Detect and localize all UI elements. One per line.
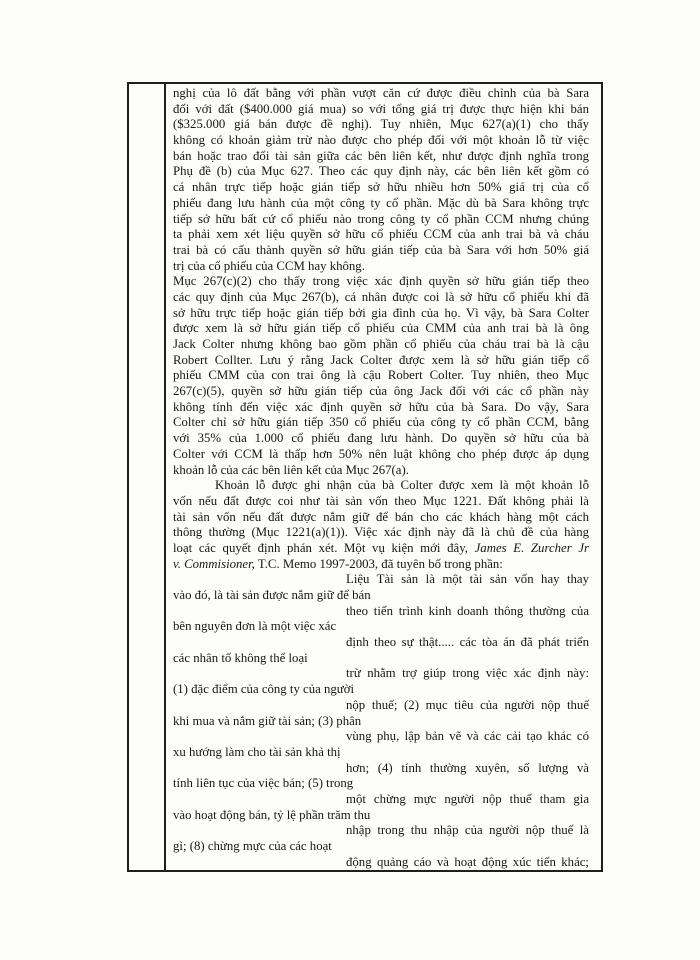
table-left-column (129, 84, 166, 870)
text-segment: theo tiến trình kinh doanh thông thường của (346, 603, 589, 618)
text-line (173, 525, 589, 541)
text-segment: được xem là sở hữu gián tiếp cổ phiếu của CMM của anh trai bà là ông (173, 321, 589, 336)
text-line (173, 447, 589, 463)
text-segment: Phụ đề (b) của Mục 627. Theo các quy định này, các bên liên kết gồm có (173, 164, 589, 179)
text-line (173, 164, 589, 180)
text-line (173, 463, 589, 479)
text-segment: T.C. Memo 1997-2003, đã tuyên bố trong phần: (254, 556, 503, 571)
text-line (173, 572, 589, 588)
text-segment: (1) đặc điểm của công ty của người (173, 682, 355, 697)
text-segment: Jack Colter nhưng không bao gồm phần cổ phiếu của cháu trai bà là cậu (173, 337, 589, 351)
text-line (173, 180, 589, 196)
text-segment: bán hoặc trao đổi tài sản giữa các bên liên kết, như được định nghĩa trong (173, 148, 589, 163)
text-segment: tiếp sở hữu bất cứ cổ phiếu nào trong công ty cổ phần CCM nhưng chúng (173, 211, 589, 226)
text-line (173, 102, 589, 118)
text-line (173, 290, 589, 306)
text-line (173, 415, 589, 431)
text-segment: vùng phụ, lập bản vẽ và các cải tạo khác có (346, 729, 589, 744)
text-segment: tính liên tục của việc bán; (5) trong (173, 776, 354, 791)
text-segment: trai bà có cấu thành quyền sở hữu gián tiếp của bà Sara với hơn 50% giá (173, 242, 589, 257)
text-segment: loạt các quyết định phán xét. Một vụ kiện mới đây, (173, 540, 475, 555)
text-line (173, 651, 589, 667)
para-capital-loss (173, 478, 589, 572)
text-line (173, 682, 589, 698)
text-segment: nộp thuế; (2) mục tiêu của người nộp thuế (346, 697, 589, 712)
text-line (173, 243, 589, 259)
table-text-column (166, 84, 601, 870)
text-line (173, 274, 589, 290)
text-line (173, 557, 589, 573)
text-segment: tài sản vốn nếu đất được nắm giữ để bán cho các khách hàng một cách (173, 509, 589, 524)
para-related-party-loss (173, 86, 589, 274)
text-line (173, 494, 589, 510)
text-line (173, 368, 589, 384)
text-line (173, 839, 589, 855)
text-line (173, 808, 589, 824)
text-segment: vào đó, là tài sản được nắm giữ để bán (173, 588, 371, 602)
text-line (173, 855, 589, 870)
text-line (173, 227, 589, 243)
text-segment: vốn nếu đất được coi như tài sản vốn theo Mục 1221. Đất không phải là (173, 493, 589, 508)
text-line (173, 400, 589, 416)
text-line (173, 212, 589, 228)
text-segment: Robert Collter. Lưu ý rằng Jack Colter được xem là sở hữu gián tiếp cổ (173, 352, 589, 367)
case-citation-italic: v. Commisioner, (173, 556, 255, 571)
text-segment: các quy định của Mục 267(b), cá nhân được coi là sở hữu cổ phiếu khi đã (173, 289, 589, 304)
text-line (173, 133, 589, 149)
text-line (173, 619, 589, 635)
text-segment: khi mua và nắm giữ tài sản; (3) phân (173, 713, 362, 728)
text-segment: Khoản lỗ được ghi nhận của bà Colter được xem là một khoản lỗ (215, 478, 589, 493)
text-segment: ta phải xem xét liệu quyền sở hữu cổ phiếu CCM của anh trai bà và cháu (173, 227, 589, 242)
text-segment: phiếu CMM của con trai ông là cậu Robert Colter. Tuy nhiên, theo Mục (173, 368, 589, 383)
text-segment: đối với đất ($400.000 giá mua) so với tổng giá trị được thực hiện khi bán (173, 101, 589, 116)
text-line (173, 635, 589, 651)
text-segment: không tính đến việc xác định quyền sở hữu của bà Sara. Do vậy, Sara (173, 399, 589, 414)
text-segment: không có khoản giảm trừ nào được cho phép đối với một khoản lỗ từ việc (173, 133, 589, 148)
text-line (173, 776, 589, 792)
text-segment: nghị của lô đất bằng với phần vượt căn cứ được điều chỉnh của bà Sara (173, 86, 589, 100)
text-segment: nhập trong thu nhập của người nộp thuế là (346, 823, 589, 838)
text-line (173, 823, 589, 839)
text-segment: trừ nhằm trợ giúp trong việc xác định này: (346, 666, 589, 681)
text-line (173, 666, 589, 682)
text-line (173, 117, 589, 133)
text-segment: khoản lỗ của các bên liên kết của Mục 267(a). (173, 462, 409, 477)
text-line (173, 337, 589, 353)
text-line (173, 714, 589, 730)
para-indirect-ownership (173, 274, 589, 478)
text-line (173, 745, 589, 761)
text-segment: gì; (8) chừng mực của các hoạt (173, 839, 332, 853)
text-segment: sở hữu trực tiếp hoặc gián tiếp bởi gia đình của họ. Vì vậy, bà Sara Colter (173, 305, 589, 320)
text-line (173, 604, 589, 620)
text-line (173, 431, 589, 447)
text-line (173, 510, 589, 526)
text-line (173, 729, 589, 745)
text-segment: động quảng cáo và hoạt động xúc tiến khác; (346, 854, 589, 869)
text-segment: với 35% của 1.000 cổ phiếu đang lưu hành. Do quyền sở hữu của bà (173, 431, 589, 446)
text-line (173, 149, 589, 165)
text-segment: vào hoạt động bán, tỷ lệ phần trăm thu (173, 807, 371, 822)
text-line (173, 259, 589, 275)
text-line (173, 384, 589, 400)
text-segment: xu hướng làm cho tài sản khả thị (173, 744, 341, 759)
table (127, 82, 603, 872)
text-line (173, 306, 589, 322)
text-line (173, 541, 589, 557)
text-segment: phiếu đang lưu hành của một công ty cổ phần. Mặc dù bà Sara không trực (173, 195, 589, 210)
text-segment: Colter chỉ sở hữu gián tiếp 350 cổ phiếu của công ty cổ phần CCM, bằng (173, 415, 589, 430)
text-segment: trị của cổ phiếu của CCM hay không. (173, 258, 365, 273)
text-line (173, 196, 589, 212)
text-line (173, 321, 589, 337)
text-segment: định theo sự thật..... các tòa án đã phát triển (346, 635, 589, 650)
text-segment: thông thường (Mục 1221(a)(1)). Việc xác định này đã là chủ đề của hàng (173, 525, 589, 540)
quote-block-zurcher (173, 572, 589, 870)
text-segment: cá nhân trực tiếp hoặc gián tiếp sở hữu nhiều hơn 50% giá trị của cổ (173, 180, 589, 195)
text-segment: hơn; (4) tính thường xuyên, số lượng và (346, 760, 589, 775)
text-segment: ($325.000 giá bán được đề nghị). Tuy nhiên, Mục 627(a)(1) cho thấy (173, 117, 589, 132)
text-line (173, 698, 589, 714)
text-line (173, 588, 589, 604)
text-segment: Liệu Tài sản là một tài sản vốn hay thay (346, 572, 589, 587)
text-line (173, 478, 589, 494)
text-segment: 267(c)(5), quyền sở hữu gián tiếp của ông Jack đối với các cổ phần này (173, 384, 589, 399)
text-segment: một chừng mực người nộp thuế tham gia (346, 791, 589, 806)
text-line (173, 353, 589, 369)
text-segment: các nhân tố không thể loại (173, 650, 308, 665)
text-segment: Colter với CCM là thấp hơn 50% nên luật không cho phép được áp dụng (173, 446, 589, 461)
case-citation-italic: James E. Zurcher Jr (474, 540, 590, 555)
text-segment: Mục 267(c)(2) cho thấy trong việc xác định quyền sở hữu gián tiếp theo (173, 274, 589, 289)
text-line (173, 761, 589, 777)
text-line (173, 792, 589, 808)
text-line (173, 86, 589, 102)
text-segment: bên nguyên đơn là một việc xác (173, 619, 337, 634)
